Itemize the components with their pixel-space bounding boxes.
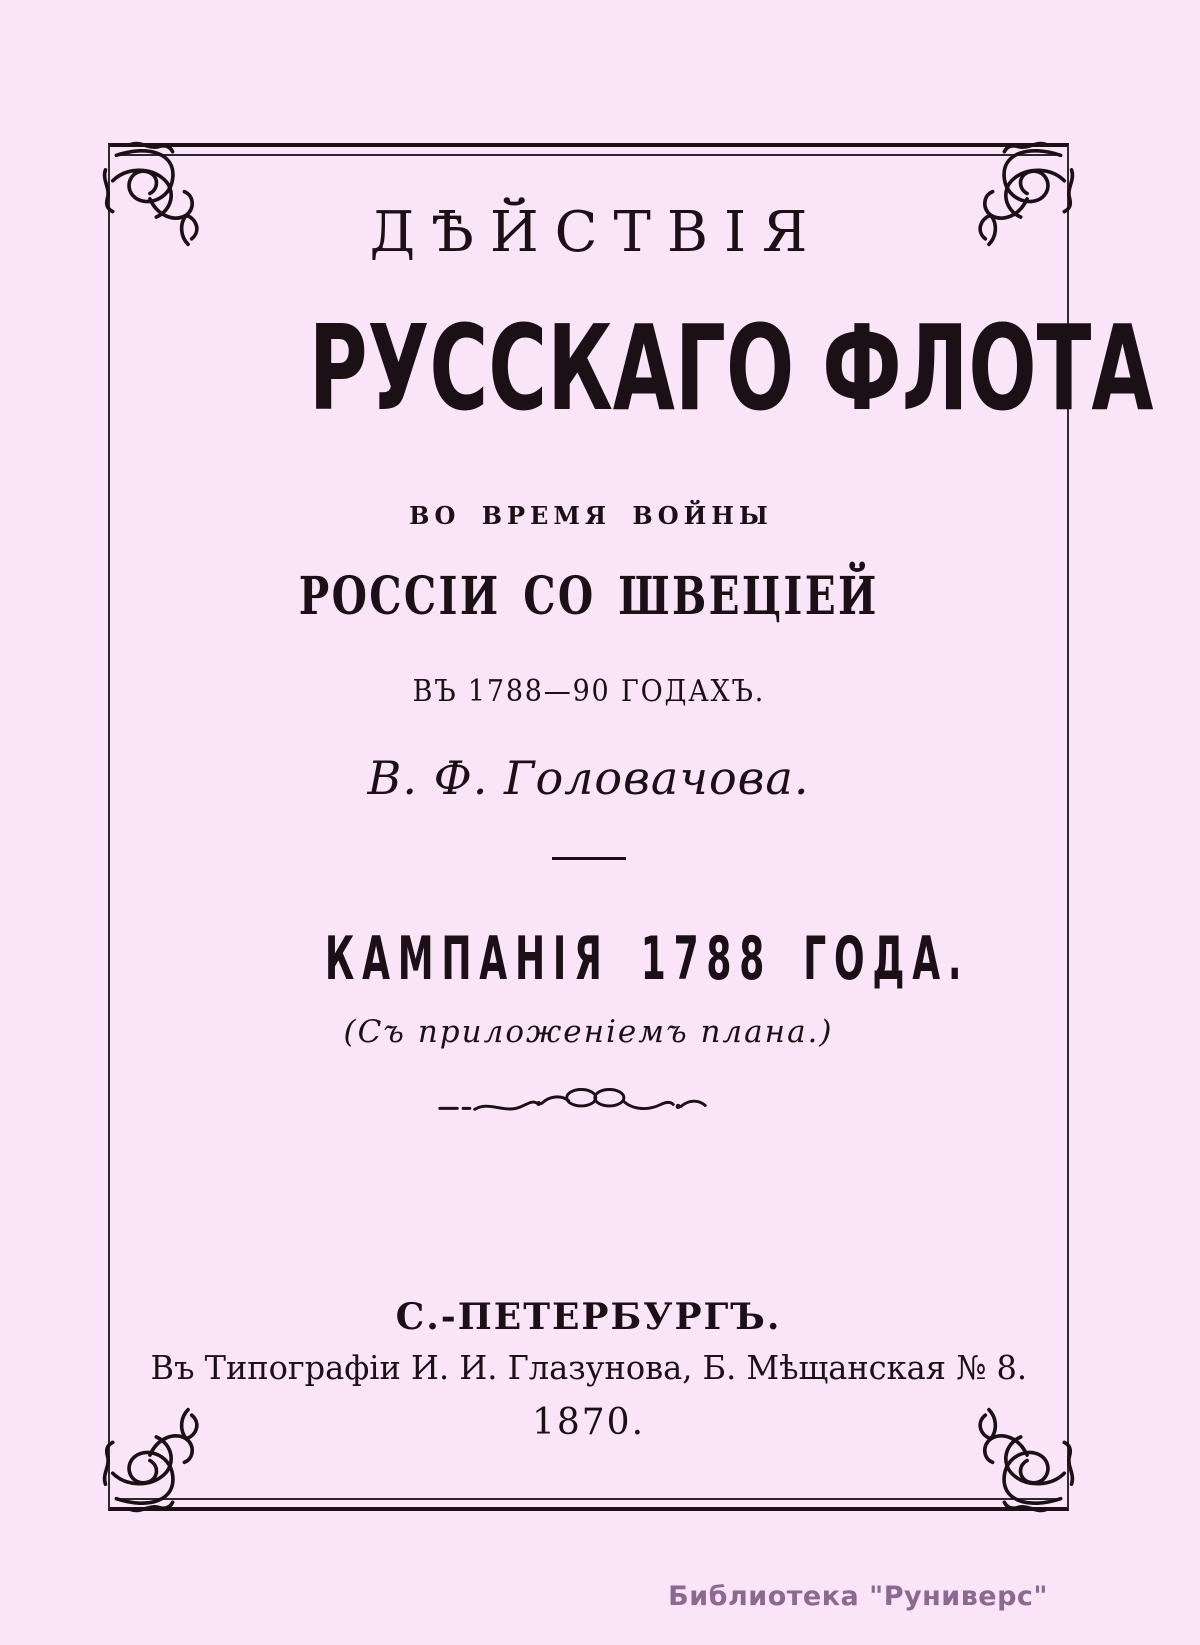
imprint-printer-text: Въ Типографіи И. И. Глазунова, Б. Мѣщанская № 8. <box>150 1348 1027 1387</box>
countries-subtitle-text: РОССІИ СО ШВЕЦІЕЙ <box>298 566 879 627</box>
years-subtitle <box>110 674 1067 709</box>
imprint-city: С.-ПЕТЕРБУРГЪ. <box>395 1296 782 1338</box>
main-title-text: РУССКАГО ФЛОТА <box>308 299 1154 437</box>
main-title <box>110 299 1154 437</box>
series-title: ДѢЙСТВІЯ <box>369 200 824 265</box>
attachment-note: (Съ приложеніемъ плана.) <box>343 1014 834 1050</box>
squiggle-divider-icon <box>110 1085 1067 1128</box>
author-name: В. Ф. Головачова. <box>367 751 810 805</box>
short-divider-rule <box>552 857 626 860</box>
campaign-heading-text: КАМПАНІЯ 1788 ГОДА. <box>324 924 970 994</box>
library-watermark: Библиотека "Руниверс" <box>668 1581 1048 1612</box>
campaign-heading <box>110 924 1067 994</box>
imprint-year: 1870. <box>531 1402 646 1443</box>
years-subtitle-text: ВЪ 1788—90 ГОДАХЪ. <box>412 674 765 709</box>
imprint-printer <box>110 1348 1067 1387</box>
countries-subtitle <box>110 566 1067 627</box>
page-border-frame <box>108 143 1154 1511</box>
war-subtitle: ВО ВРЕМЯ ВОЙНЫ <box>409 501 773 530</box>
